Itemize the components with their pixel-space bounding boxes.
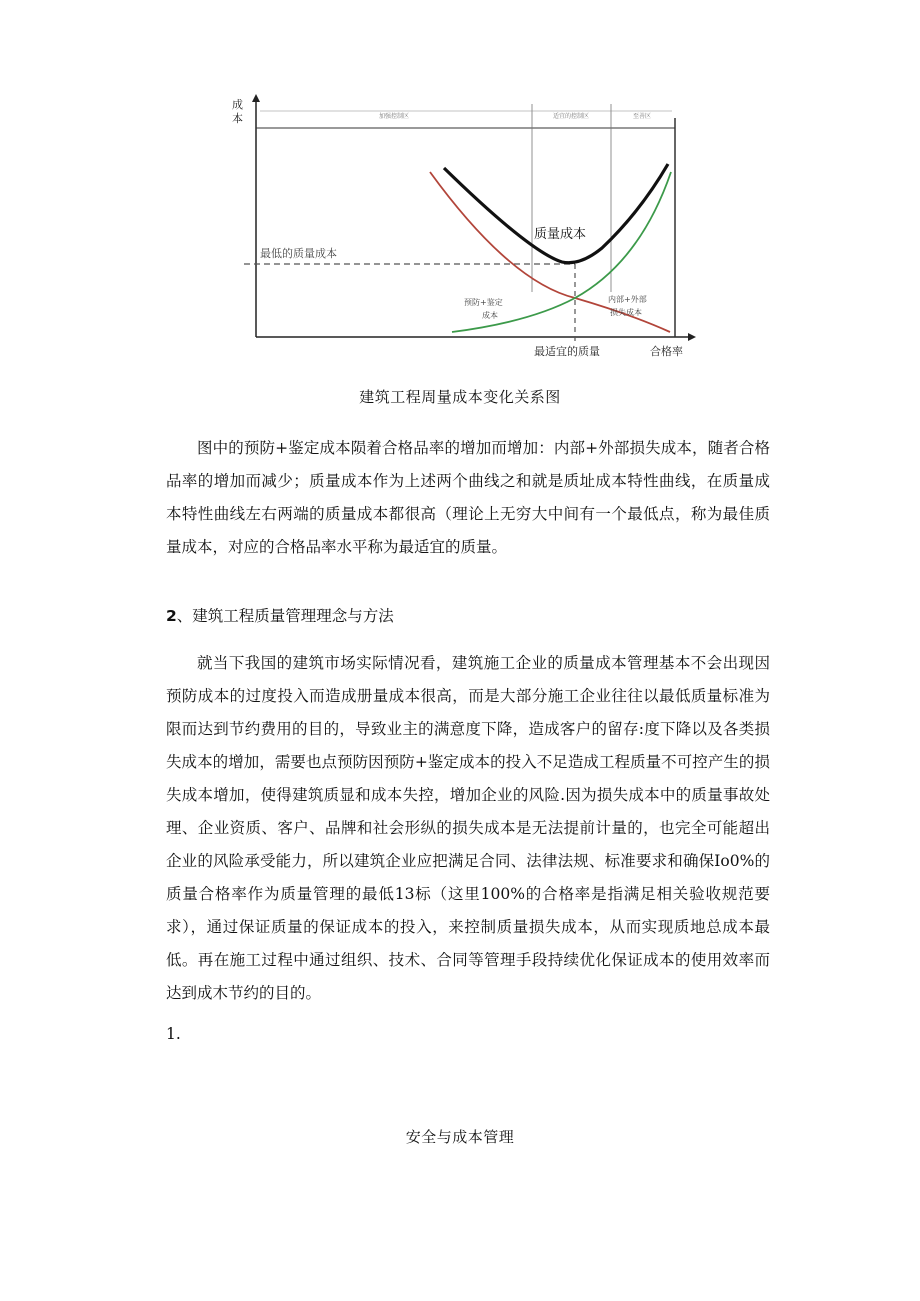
quality-cost-label: 质量成本 [534,227,587,242]
x-axis-arrow [688,333,696,341]
paragraph-1: 图中的预防+鉴定成本陨着合格品率的增加而增加：内部+外部损失成本，随者合格品率的增加而减少；质量成本作为上述两个曲线之和就是质址成本特性曲线，在质量成本特性曲线左右两端的质量成本都很高（理论上无穷大中间有一个最低点，称为最佳质量成本，对应的合格品率水平称为最适宜的质量。 [166,439,770,556]
region-label-2: 适宜的控制区 [552,113,590,120]
failure-label-1: 内部+外部 [608,295,647,304]
quality-cost-chart [230,92,705,362]
y-axis-label-1: 成 [232,98,243,111]
prevention-label-2: 成本 [482,311,498,320]
list-number: 1. [166,1025,181,1043]
paragraph-2: 就当下我国的建筑市场实际情况看，建筑施工企业的质量成本管理基本不会出现因预防成本的过度投入而造成册量成本很高，而是大部分施工企业往往以最低质量标准为限而达到节约费用的目的，导致业主的满意度下降，造成客户的留存:度下降以及各类损失成本的增加，需要也点预防因预防+鉴定成本的投入不足造成工程质量不可控产生的损失成本增加，使得建筑质显和成本失控，增加企业的风险.因为损失成本中的质量事故处理、企业资质、客户、品牌和社会形纵的损失成本是无法提前计量的，也完全可能超出企业的风险承受能力，所以建筑企业应把满足合同、法律法规、标准要求和确保Io0%的质量合格率作为质量管理的最低13标（这里100%的合格率是指满足相关验收规范要求），通过保证质量的保证成本的投入，来控制质量损失成本，从而实现质地总成本最低。再在施工过程中通过组织、技术、合同等管理手段持续优化保证成本的使用效率而达到成木节约的目的。 [166,654,770,1002]
prevention-label-1: 预防+鉴定 [464,298,503,307]
section-heading-2 [166,604,770,628]
x-axis-label: 合格率 [650,345,683,358]
y-axis-label-2: 本 [232,112,243,125]
figure-caption: 建筑工程周量成本变化关系图 [359,388,561,406]
optimal-quality-label: 最适宜的质量 [534,345,600,358]
min-cost-label: 最低的质量成本 [260,247,337,260]
region-label-1: 加强控制区 [378,113,410,120]
quality-cost-figure [230,92,705,362]
heading-number: 2 [166,607,177,625]
region-label-3: 至善区 [632,113,652,120]
heading-text: 、建筑工程质量管理理念与方法 [176,607,394,625]
quality-cost-curve [444,164,668,263]
section-title: 安全与成本管理 [405,1128,515,1146]
y-axis-arrow [252,94,260,102]
failure-label-2: 损失成本 [610,308,642,317]
